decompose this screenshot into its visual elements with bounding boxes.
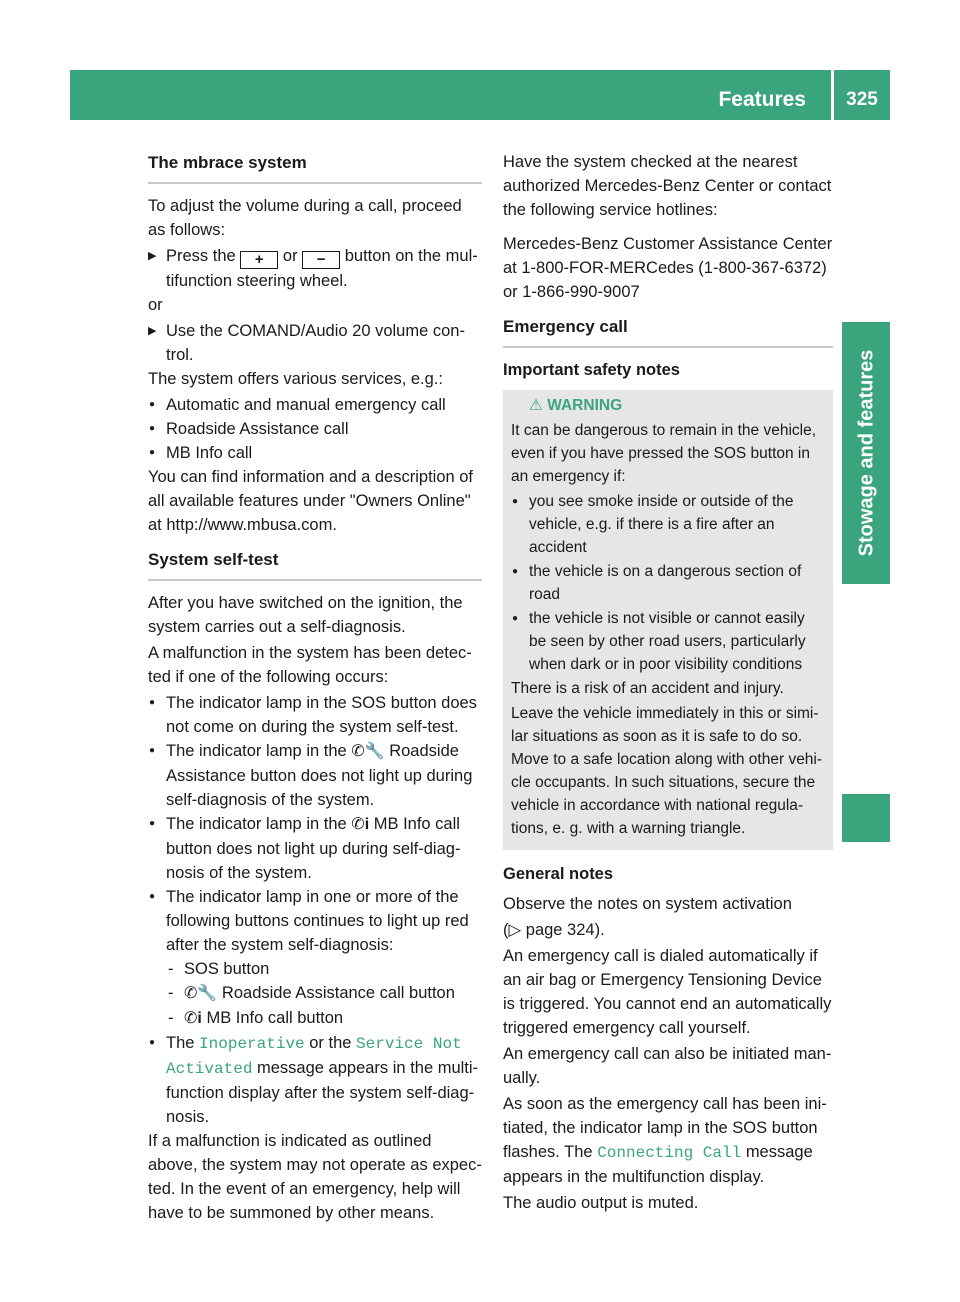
- para-text: message appears in the multifunction display.: [503, 1143, 813, 1186]
- warning-icon: ⚠: [529, 397, 543, 414]
- right-column: [503, 150, 833, 1217]
- heading-general-notes: General notes: [503, 865, 614, 883]
- list-text: MB Info call button: [206, 1009, 344, 1027]
- mb-info-call-icon: ✆i: [184, 1010, 202, 1027]
- roadside-assistance-icon: ✆🔧: [184, 985, 218, 1002]
- heading-emergency-call: Emergency call: [503, 314, 833, 348]
- checked-paragraph: Have the system checked at the nearest authorized Mercedes-Benz Center or contact the following service hotlines:: [503, 153, 832, 219]
- warning-risk: There is a risk of an accident and injury.: [511, 680, 784, 697]
- services-intro: The system offers various services, e.g.:: [148, 370, 443, 388]
- list-item: ● Roadside Assistance call: [148, 417, 482, 441]
- display-message-inoperative: Inoperative: [199, 1035, 305, 1053]
- self-test-paragraph: After you have switched on the ignition, the system carries out a self-diagnosis.: [148, 594, 463, 636]
- or-text: or: [148, 296, 163, 314]
- step-text: button on the multifunction steering wheel.: [166, 247, 478, 290]
- warning-title: [511, 394, 825, 417]
- list-item: [148, 1031, 482, 1129]
- muted-paragraph: The audio output is muted.: [503, 1194, 699, 1212]
- minus-key-icon: −: [302, 251, 340, 269]
- warning-box: [503, 390, 833, 850]
- warning-bullet: ● the vehicle is not visible or cannot easily be seen by other road users, particularly when dark or in poor visibility conditions: [511, 607, 825, 676]
- list-text: Roadside Assistance call button: [221, 984, 455, 1002]
- sub-list-item: [148, 1006, 482, 1031]
- list-text: Roadside Assistance button does not light up during self-diagnosis of the system.: [166, 742, 473, 809]
- observe-paragraph: Observe the notes on system activation: [503, 895, 792, 913]
- page-header: [70, 70, 890, 120]
- list-text: The indicator lamp in the: [166, 815, 347, 833]
- roadside-assistance-icon: ✆🔧: [351, 743, 385, 760]
- warning-bullet: ● you see smoke inside or outside of the vehicle, e.g. if there is a fire after an accident: [511, 490, 825, 559]
- display-message-connecting-call: Connecting Call: [597, 1144, 742, 1162]
- warning-title-text: WARNING: [547, 397, 623, 414]
- dialed-paragraph: An emergency call is dialed automatically if an air bag or Emergency Tensioning Device is triggered. You cannot end an automatically triggered emergency call yourself.: [503, 947, 832, 1037]
- plus-key-icon: +: [240, 251, 278, 269]
- find-info-paragraph: You can find information and a description of all available features under "Owners Online" at http://www.mbusa.com.: [148, 468, 474, 534]
- list-item: ● Automatic and manual emergency call: [148, 393, 482, 417]
- sub-list-item: - SOS button: [148, 957, 482, 981]
- chapter-tab-label: Stowage and features: [855, 349, 877, 557]
- initiated-paragraph: [503, 1092, 833, 1189]
- hotline-paragraph: Mercedes-Benz Customer Assistance Center at 1-800-FOR-MERCedes (1-800-367-6372) or 1-866-990-9007: [503, 235, 833, 301]
- para-text: As soon as the emergency call has been initiated, the indicator lamp in the SOS button flashes. The: [503, 1095, 827, 1161]
- page-reference: (▷ page 324).: [503, 921, 605, 939]
- final-paragraph: If a malfunction is indicated as outlined above, the system may not operate as expected. In the event of an emergency, help will have to be summoned by other means.: [148, 1132, 482, 1222]
- list-text: MB Info call button does not light up during self-diagnosis of the system.: [166, 815, 461, 882]
- sub-list-item: [148, 981, 482, 1006]
- mb-info-call-icon: ✆i: [351, 816, 370, 833]
- list-item: [148, 812, 482, 885]
- list-text: or the: [309, 1034, 352, 1052]
- volume-paragraph: To adjust the volume during a call, proceed as follows:: [148, 197, 462, 239]
- chapter-tab-label-wrap: [842, 322, 890, 584]
- heading-safety-notes: Important safety notes: [503, 361, 680, 379]
- warning-bullet: ● the vehicle is on a dangerous section of road: [511, 560, 825, 606]
- display-message-service-not-activated: Service Not Activated: [166, 1035, 462, 1078]
- page-number: 325: [846, 89, 878, 110]
- heading-self-test: System self-test: [148, 547, 482, 581]
- warning-leave: Leave the vehicle immediately in this or similar situations as soon as it is safe to do so. Move to a safe location along with other vehicle occupants. In such situations, secure the vehicle in accordance with national regulations, e. g. with a warning triangle.: [511, 705, 823, 837]
- list-text: The: [166, 1034, 195, 1052]
- list-item: ● The indicator lamp in one or more of the following buttons continues to light up red after the system self-diagnosis:: [148, 885, 482, 957]
- list-text: The indicator lamp in the: [166, 742, 347, 760]
- left-column: [148, 150, 482, 1227]
- section-title: Features: [718, 88, 806, 111]
- step-comand-volume: ▶ Use the COMAND/Audio 20 volume control.: [148, 319, 482, 367]
- warning-intro: It can be dangerous to remain in the vehicle, even if you have pressed the SOS button in an emergency if:: [511, 422, 817, 485]
- step-text: or: [282, 247, 298, 265]
- manual-paragraph: An emergency call can also be initiated manually.: [503, 1045, 832, 1087]
- list-text: message appears in the multifunction display after the system self-diagnosis.: [166, 1059, 479, 1126]
- chapter-marker: [842, 794, 890, 842]
- step-press-buttons: [148, 244, 482, 293]
- list-item: ● MB Info call: [148, 441, 482, 465]
- malfunction-paragraph: A malfunction in the system has been detected if one of the following occurs:: [148, 644, 472, 686]
- list-item: [148, 739, 482, 812]
- step-text: Press the: [166, 247, 236, 265]
- list-item: ● The indicator lamp in the SOS button does not come on during the system self-test.: [148, 691, 482, 739]
- heading-mbrace-system: The mbrace system: [148, 150, 482, 184]
